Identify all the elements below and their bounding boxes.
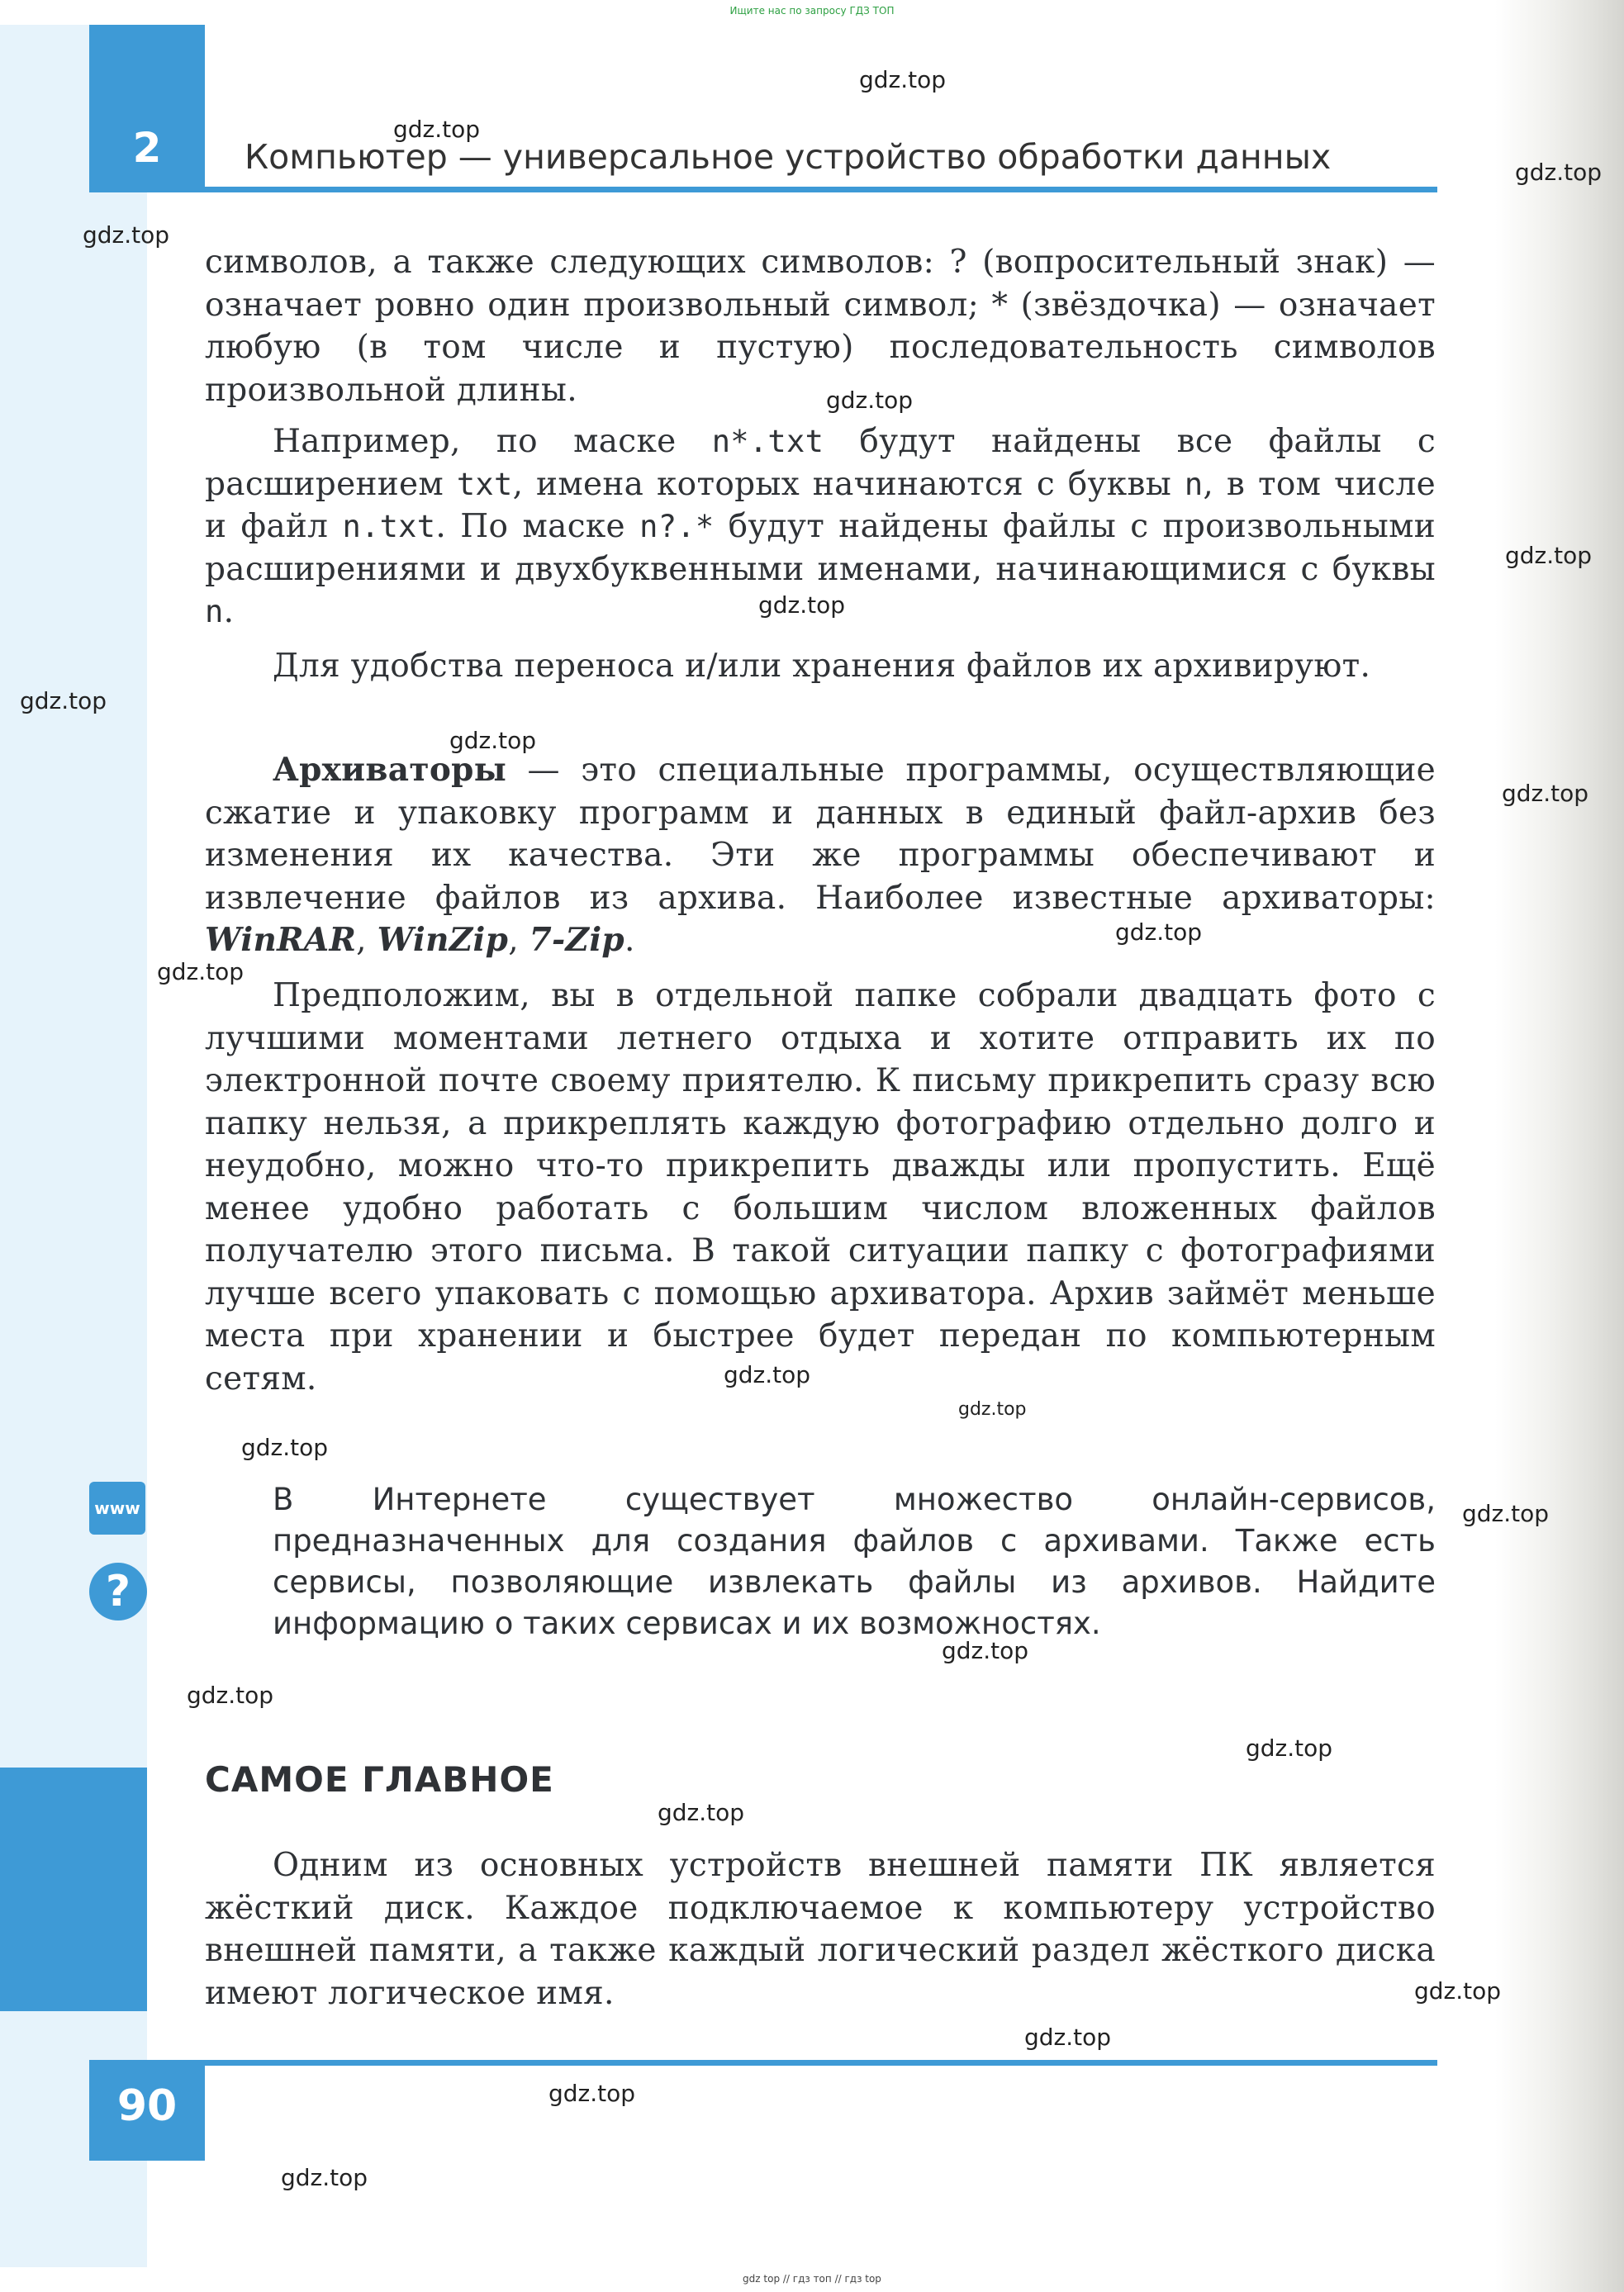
watermark: gdz.top	[1246, 1734, 1333, 1762]
watermark: gdz.top	[1024, 2024, 1112, 2051]
left-summary-band	[0, 1768, 147, 2011]
header-rule	[89, 187, 1437, 192]
watermark: gdz.top	[241, 1434, 329, 1461]
watermark: gdz.top	[1115, 918, 1203, 946]
summary-title: САМОЕ ГЛАВНОЕ	[205, 1759, 554, 1800]
paragraph-mask-example: Например, по маске n*.txt будут найдены все файлы с расширением txt, имена которых начинаются с буквы n, в том числе и файл n.txt. По маске n?.* будут найдены файлы с произвольными расширениями и двухбуквенными именами, начинающимися с буквы n.	[205, 423, 1436, 630]
footer-rule	[89, 2060, 1437, 2066]
watermark: gdz.top	[1502, 780, 1589, 807]
bottom-note: gdz top // гдз топ // гдз top	[743, 2273, 881, 2285]
watermark: gdz.top	[1414, 1977, 1502, 2005]
paragraph-archivers: Архиваторы — это специальные программы, осуществляющие сжатие и упаковку программ и данных в единый файл-архив без изменения их качества. Эти же программы обеспечивают и извлечение файлов из архива. Наиболее известные архиваторы: WinRAR, WinZip, 7-Zip.	[205, 751, 1436, 959]
www-icon: www	[89, 1482, 145, 1535]
watermark: gdz.top	[20, 687, 107, 714]
paragraph-archiving: Для удобства переноса и/или хранения файлов их архивируют.	[273, 648, 1371, 685]
watermark: gdz.top	[859, 66, 947, 93]
watermark: gdz.top	[157, 958, 245, 985]
watermark: gdz.top	[658, 1799, 745, 1826]
summary-text: Одним из основных устройств внешней памяти ПК является жёсткий диск. Каждое подключаемое к компьютеру устройство внешней памяти, а также каждый логический раздел жёсткого диска имеют логическое имя.	[205, 1847, 1436, 2012]
top-note: Ищите нас по запросу ГДЗ ТОП	[729, 5, 895, 17]
watermark: gdz.top	[281, 2164, 368, 2191]
paragraph-wildcards: символов, а также следующих символов: ? (вопросительный знак) — означает ровно один произвольный символ; * (звёздочка) — означает любую (в том числе и пустую) последовательность символов произвольной длины.	[205, 244, 1436, 409]
app-winzip: WinZip	[377, 921, 509, 959]
chapter-number: 2	[132, 124, 162, 172]
internet-task: В Интернете существует множество онлайн-сервисов, предназначенных для создания файлов с архивами. Также есть сервисы, позволяющие извлекать файлы из архивов. Найдите информацию о таких сервисах и их возможностях.	[273, 1482, 1436, 1641]
app-winrar: WinRAR	[205, 921, 357, 959]
watermark: gdz.top	[187, 1682, 274, 1709]
watermark: gdz.top	[548, 2080, 636, 2107]
running-header: Компьютер — универсальное устройство обработки данных	[245, 137, 1332, 177]
watermark: gdz.top	[758, 591, 846, 619]
watermark: gdz.top	[724, 1361, 811, 1388]
watermark: gdz.top	[942, 1637, 1029, 1664]
question-icon: ?	[89, 1563, 147, 1621]
paragraph-photo-example: Предположим, вы в отдельной папке собрали двадцать фото с лучшими моментами летнего отдыха и хотите отправить их по электронной почте своему приятелю. К письму прикрепить сразу всю папку нельзя, а прикреплять каждую фотографию отдельно долго и неудобно, можно что-то прикрепить дважды или пропустить. Ещё менее удобно работать с большим числом вложенных файлов получателю этого письма. В такой ситуации папку с фотографиями лучше всего упаковать с помощью архиватора. Архив займёт меньше места при хранении и быстрее будет передан по компьютерным сетям.	[205, 977, 1436, 1398]
watermark: gdz.top	[1505, 542, 1593, 569]
watermark: gdz.top	[1515, 159, 1603, 186]
watermark: gdz.top	[826, 387, 914, 414]
watermark: gdz.top	[1462, 1500, 1550, 1527]
term-archivers: Архиваторы	[273, 751, 507, 789]
page-number: 90	[116, 2081, 178, 2131]
watermark: gdz.top	[83, 221, 170, 249]
app-7zip: 7-Zip	[529, 921, 625, 959]
watermark: gdz.top	[958, 1399, 1027, 1420]
watermark: gdz.top	[449, 727, 537, 754]
watermark: gdz.top	[393, 116, 481, 143]
page-curl-shadow	[1495, 0, 1624, 2292]
